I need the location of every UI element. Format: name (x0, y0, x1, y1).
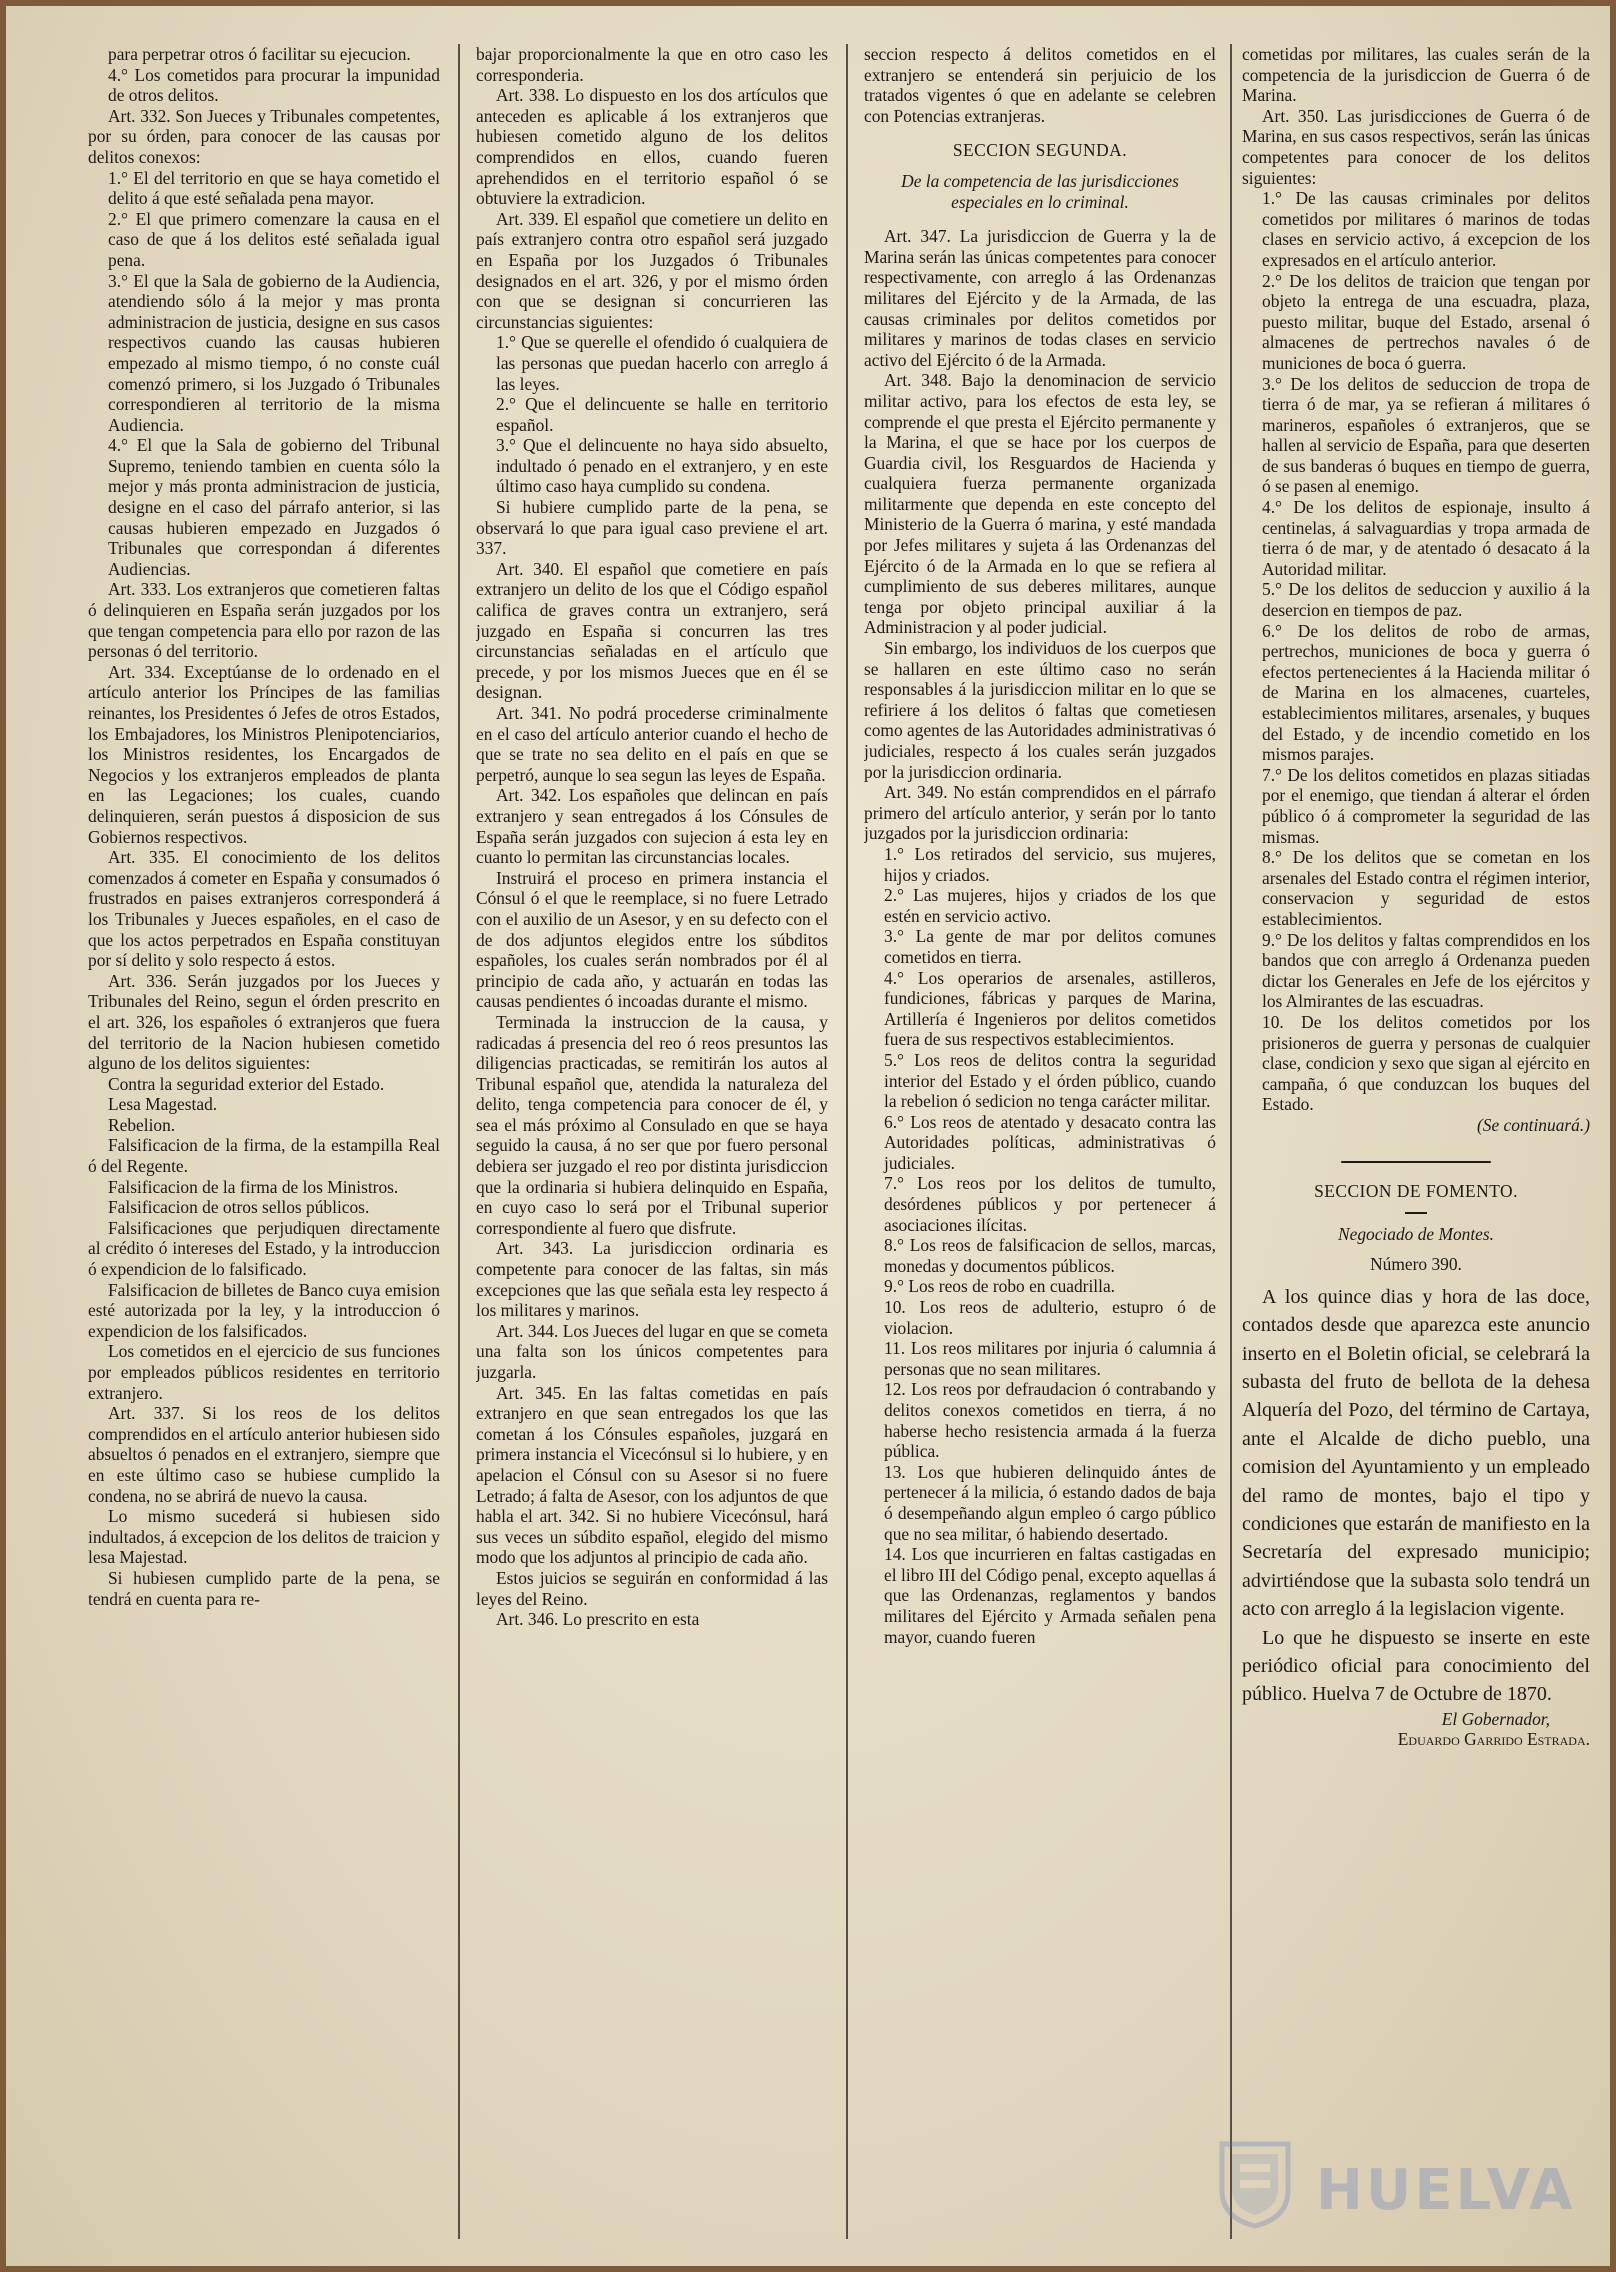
paragraph: Contra la seguridad exterior del Estado. (108, 1073, 385, 1094)
paragraph: 13. Los que hubieren delinquido ántes de pertenecer á la milicia, ó estando dados de baja ó desempeñando algun empleo ó cargo público que no sea militar, ó habiendo desertado. (884, 1461, 1216, 1544)
paragraph: 2.° Las mujeres, hijos y criados de los que estén en servicio activo. (884, 885, 1216, 926)
paragraph: Falsificacion de billetes de Banco cuya emision esté autorizada por la ley, y la introduccion ó expendicion de los falsificados. (88, 1279, 440, 1341)
paragraph: Art. 340. El español que cometiere en país extranjero un delito de los que el Código español califica de graves contra un extranjero, será juzgado en España si concurren las tres circunstancias señaladas en el artículo que precede, y por los mismos Jueces que en él se designan. (476, 558, 828, 703)
paragraph: Art. 346. Lo prescrito en esta (496, 1609, 700, 1630)
paragraph: Art. 350. Las jurisdicciones de Guerra ó de Marina, en sus casos respectivos, serán las únicas competentes para conocer de los delitos siguientes: (1242, 105, 1590, 188)
watermark-label: HUELVA (1316, 2158, 1576, 2223)
paragraph: 3.° La gente de mar por delitos comunes cometidos en tierra. (884, 926, 1216, 967)
paragraph: 1.° El del territorio en que se haya cometido el delito á que esté señalada pena mayor. (108, 167, 440, 209)
paragraph: Falsificacion de la firma de los Ministros. (108, 1176, 399, 1197)
paragraph: Falsificacion de la firma, de la estampilla Real ó del Regente. (88, 1135, 440, 1177)
paragraph: Art. 343. La jurisdiccion ordinaria es competente para conocer de las faltas, sin más excepciones que las que señala esta ley respecto á los militares y marinos. (476, 1238, 828, 1321)
paragraph: 2.° El que primero comenzare la causa en el caso de que á los delitos esté señalada igual pena. (108, 208, 440, 270)
column-divider (846, 44, 848, 2239)
paragraph: Art. 338. Lo dispuesto en los dos artículos que anteceden es aplicable á los extranjeros que hubiesen cometido alguno de los delitos comprendidos en ellos, cuando fueren aprehendidos en el territorio español ó se obtuviere la extradicion. (476, 85, 828, 209)
paragraph: Si hubiesen cumplido parte de la pena, se tendrá en cuenta para re- (88, 1567, 440, 1609)
paragraph: Art. 347. La jurisdiccion de Guerra y la de Marina serán las únicas competentes para conocer respectivamente, con arreglo á las Ordenanzas militares del Ejército y de la Armada, de las causas criminales por delitos cometidos por militares y marinos de todas clases en servicio activo del Ejército ó de la Armada. (864, 226, 1216, 370)
paragraph: 1.° Los retirados del servicio, sus mujeres, hijos y criados. (884, 843, 1216, 885)
paragraph: 4.° Los cometidos para procurar la impunidad de otros delitos. (108, 64, 440, 106)
paragraph: Art. 348. Bajo la denominacion de servicio militar activo, para los efectos de esta ley, se comprende el que presta el Ejército permanente y la Marina, el que se hace por los cuerpos de Guardia civil, los Resguardos de Hacienda y cualquiera fuerza permanente organizada militarmente que dependa en este concepto del Ministerio de la Guerra ó marina, y esté mandada por Jefes militares y sujeta á las Ordenanzas del Ejército ó de la Armada en lo que se refiera al cumplimiento de sus deberes militares, aunque tenga por objeto principal auxiliar á la Administracion y al poder judicial. (864, 370, 1216, 638)
paragraph: 9.° Los reos de robo en cuadrilla. (884, 1276, 1116, 1297)
paragraph: 2.° De los delitos de traicion que tengan por objeto la entrega de una escuadra, plaza, puesto militar, buque del Estado, arsenal ó almacenes de pertrechos navales ó de municiones de boca ó guerra. (1262, 270, 1590, 373)
paragraph: Art. 332. Son Jueces y Tribunales competentes, por su órden, para conocer de las causas por delitos conexos: (88, 105, 440, 167)
paragraph: Art. 335. El conocimiento de los delitos comenzados á cometer en España y consumados ó frustrados en paises extranjeros corresponderá á los Tribunales y Jueces españoles, en el caso de que los actos perpetrados en España constituyan por sí delito y solo respecto á estos. (88, 847, 440, 971)
paragraph: 7.° De los delitos cometidos en plazas sitiadas por el enemigo, que tiendan á alterar el órden público ó á comprometer la seguridad de las mismas. (1262, 764, 1590, 847)
coat-of-arms-icon (1216, 2138, 1294, 2230)
library-watermark (1212, 2134, 1612, 2244)
newspaper-page (6, 6, 1610, 2266)
paragraph: Art. 337. Si los reos de los delitos comprendidos en el artículo anterior hubiesen sido absueltos ó penados en el extranjero, siempre que en este último caso se hubiese cumplido la condena, no se abrirá de nuevo la causa. (88, 1403, 440, 1506)
paragraph: Lesa Magestad. (108, 1094, 218, 1115)
paragraph: 3.° Que el delincuente no haya sido absuelto, indultado ó penado en el extranjero, y en este último caso haya cumplido su condena. (496, 435, 828, 497)
notice-paragraph: Lo que he dispuesto se inserte en este periódico oficial para conocimiento del público. Huelva 7 de Octubre de 1870. (1242, 1626, 1590, 1706)
paragraph: Art. 345. En las faltas cometidas en país extranjero en que sean entregados los que las cometan á los Cónsules españoles, juzgará en primera instancia el Vicecónsul si lo hubiere, y en apelacion el Cónsul con su Asesor si no fuere Letrado; á falta de Asesor, con los adjuntos de que habla el art. 342. Si no hubiere Vicecónsul, hará sus veces un súbdito español, elegido del mismo modo que los adjuntos al principio de cada año. (476, 1382, 828, 1568)
paragraph: seccion respecto á delitos cometidos en el extranjero se entenderá sin perjuicio de los tratados vigentes ó que en adelante se celebren con Potencias extranjeras. (864, 44, 1216, 126)
short-rule (1405, 1212, 1427, 1214)
paragraph: 6.° De los delitos de robo de armas, pertrechos, municiones de boca y guerra ó efectos pertenecientes á la Hacienda militar ó de Marina en los almacenes, cuarteles, establecimientos militares, arsenales, y buques del Estado, y de incendio cometido en los mismos parajes. (1262, 620, 1590, 765)
paragraph: Instruirá el proceso en primera instancia el Cónsul ó el que le reemplace, si no fuere Letrado con el auxilio de un Asesor, y en su defecto con el de dos adjuntos elegidos entre los súbditos españoles, los cuales serán nombrados por él al principio de cada año, y actuarán en todas las causas pendientes ó incoadas durante el mismo. (476, 867, 828, 1012)
paragraph: Estos juicios se seguirán en conformidad á las leyes del Reino. (476, 1567, 828, 1609)
paragraph: 5.° Los reos de delitos contra la seguridad interior del Estado y el órden público, cuando la rebelion ó sedicion no tenga carácter militar. (884, 1049, 1216, 1112)
paragraph: 1.° De las causas criminales por delitos cometidos por militares ó marinos de todas clases en servicio activo, á excepcion de los expresados en el artículo anterior. (1262, 188, 1590, 270)
column-4 (1242, 44, 1590, 2239)
paragraph: bajar proporcionalmente la que en otro caso les corresponderia. (476, 44, 828, 85)
paragraph: 7.° Los reos por los delitos de tumulto, desórdenes públicos y por pertenecer á asociaciones ilícitas. (884, 1173, 1216, 1235)
column-divider (1230, 44, 1232, 2239)
paragraph: 3.° El que la Sala de gobierno de la Audiencia, atendiendo sólo á la mejor y mas pronta administracion de justicia, designe en sus casos respectivos cuando las causas hubieren empezado al mismo tiempo, ó no conste cuál comenzó primero, si los Juzgado ó Tribunales correspondieren al territorio de la misma Audiencia. (108, 270, 440, 435)
paragraph: Art. 342. Los españoles que delincan en país extranjero y sean entregados á los Cónsules de España serán juzgados con sujecion á esta ley en cuanto lo permitan las circunstancias locales. (476, 785, 828, 868)
section-title: SECCION SEGUNDA. (952, 140, 1128, 161)
notice-paragraph: A los quince dias y hora de las doce, contados desde que aparezca este anuncio inserto en el Boletin oficial, se celebrará la subasta del fruto de bellota de la dehesa Alquería del Pozo, del término de Cartaya, ante el Alcalde de dicho pueblo, una comision del Ayuntamiento y un empleado del ramo de montes, bajo el tipo y condiciones que estarán de manifiesto en la Secretaría del expresado municipio; advirtiéndose que la subasta solo tendrá un acto con arreglo á la legislacion vigente. (1242, 1285, 1590, 1621)
paragraph: Si hubiere cumplido parte de la pena, se observará lo que para igual caso previene el art. 337. (476, 497, 828, 559)
subsection-title: Negociado de Montes. (1338, 1223, 1494, 1244)
paragraph: Art. 336. Serán juzgados por los Jueces y Tribunales del Reino, segun el órden prescrito en el art. 326, los españoles ó extranjeros que fuera del territorio de la Nacion hubiesen cometido alguno de los delitos siguientes: (88, 970, 440, 1074)
paragraph: 10. Los reos de adulterio, estupro ó de violacion. (884, 1297, 1216, 1338)
paragraph: Lo mismo sucederá si hubiesen sido indultados, á excepcion de los delitos de traicion y lesa Majestad. (88, 1506, 440, 1568)
paragraph: Falsificaciones que perjudiquen directamente al crédito ó intereses del Estado, y la introduccion ó expendicion de lo falsificado. (88, 1217, 440, 1280)
paragraph: cometidas por militares, las cuales serán de la competencia de la jurisdiccion de Guerra ó de Marina. (1242, 44, 1590, 106)
paragraph: 10. De los delitos cometidos por los prisioneros de guerra y personas de cualquier clase, condicion y sexo que sigan al ejército en campaña, ó que conduzcan los buques del Estado. (1262, 1011, 1590, 1115)
column-3 (864, 44, 1216, 2239)
section-subtitle: De la competencia de las jurisdicciones especiales en lo criminal. (901, 170, 1179, 212)
paragraph: Rebelion. (108, 1114, 176, 1135)
column-divider (458, 44, 460, 2239)
paragraph: 4.° El que la Sala de gobierno del Tribunal Supremo, teniendo tambien en cuenta sólo la mejor y más pronta administracion de justicia, designe en el caso del párrafo anterior, si las causas hubieren empezado en Juzgados ó Tribunales que correspondan á diferentes Audiencias. (108, 435, 440, 579)
paragraph: 4.° De los delitos de espionaje, insulto á centinelas, á salvaguardias y tropa armada de tierra ó de mar, y de atentado ó desacato á la Autoridad militar. (1262, 497, 1590, 579)
paragraph: 3.° De los delitos de seduccion de tropa de tierra ó de mar, ya se refieran á militares ó marineros, españoles ó extranjeros, que se hallen al servicio de España, para que deserten de sus banderas ó buques en tiempo de guerra, ó se pasen al enemigo. (1262, 373, 1590, 497)
paragraph: Art. 333. Los extranjeros que cometieren faltas ó delinquieren en España serán juzgados por los que tengan competencia para ello por razon de las personas ó del territorio. (88, 579, 440, 662)
column-1 (88, 44, 440, 2239)
paragraph: 12. Los reos por defraudacion ó contrabando y delitos conexos cometidos en tierra, á no haberse hecho resistencia armada á la fuerza pública. (884, 1379, 1216, 1462)
continued-note: (Se continuará.) (1476, 1114, 1590, 1135)
paragraph: Sin embargo, los individuos de los cuerpos que se hallaren en este último caso no serán responsables á la jurisdiccion militar en lo que se refiriere á los delitos ó faltas que cometiesen como agentes de las Autoridades administrativas ó judiciales, respecto á los cuales serán juzgados por la jurisdiccion ordinaria. (864, 638, 1216, 782)
paragraph: 2.° Que el delincuente se halle en territorio español. (496, 394, 828, 435)
paragraph: Art. 339. El español que cometiere un delito en país extranjero contra otro español será juzgado en España por los Juzgados ó Tribunales designados en el art. 326, y por el mismo órden con que se designan si concurrieren las circunstancias siguientes: (476, 208, 828, 332)
paragraph: para perpetrar otros ó facilitar su ejecucion. (108, 44, 411, 64)
paragraph: 8.° Los reos de falsificacion de sellos, marcas, monedas y documentos públicos. (884, 1235, 1216, 1276)
paragraph: Art. 349. No están comprendidos en el párrafo primero del artículo anterior, y serán por lo tanto juzgados por la jurisdiccion ordinaria: (864, 782, 1216, 844)
paragraph: 8.° De los delitos que se cometan en los arsenales del Estado contra el régimen interior, conservacion y seguridad de estos establecimientos. (1262, 847, 1590, 929)
paragraph: 4.° Los operarios de arsenales, astilleros, fundiciones, fábricas y parques de Marina, Artillería é Ingenieros por delitos cometidos fuera de sus respectivos establecimientos. (884, 967, 1216, 1050)
paragraph: 5.° De los delitos de seduccion y auxilio á la desercion en tiempos de paz. (1262, 579, 1590, 621)
paragraph: 14. Los que incurrieren en faltas castigadas en el libro III del Código penal, excepto aquellas á que las Ordenanzas, reglamentos y bandos militares del Ejército y Armada señalen pena mayor, cuando fueren (884, 1544, 1216, 1647)
paragraph: Los cometidos en el ejercicio de sus funciones por empleados públicos residentes en territorio extranjero. (88, 1341, 440, 1403)
paragraph: Terminada la instruccion de la causa, y radicadas á presencia del reo ó reos presuntos las diligencias practicadas, se remitirán los autos al Tribunal español que, atendida la naturaleza del delito, tenga competencia para conocer de él, y sea el más próximo al Consulado en que se haya seguido la causa, á no ser que por fuero personal debiera ser juzgado el reo por distinta jurisdiccion que la ordinaria si hubiera delinquido en España, en cuyo caso lo será por el Tribunal superior correspondiente al fuero que disfrute. (476, 1011, 828, 1238)
notice-number: Número 390. (1370, 1254, 1462, 1275)
paragraph: Art. 341. No podrá procederse criminalmente en el caso del artículo anterior cuando el hecho de que se trate no sea delito en el país en que se perpetró, aunque lo sea segun las leyes de España. (476, 703, 828, 785)
column-2 (476, 44, 828, 2239)
paragraph: 6.° Los reos de atentado y desacato contra las Autoridades políticas, administrativas ó judiciales. (884, 1111, 1216, 1173)
section-divider (1341, 1161, 1491, 1163)
paragraph: 1.° Que se querelle el ofendido ó cualquiera de las personas que puedan hacerlo con arreglo á las leyes. (496, 332, 828, 394)
signature-name: Eduardo Garrido Estrada. (1397, 1729, 1590, 1750)
paragraph: Falsificacion de otros sellos públicos. (108, 1197, 370, 1218)
paragraph: Art. 344. Los Jueces del lugar en que se cometa una falta son los únicos competentes para juzgarla. (476, 1320, 828, 1382)
paragraph: 9.° De los delitos y faltas comprendidos en los bandos que con arreglo á Ordenanza pueden dictar los Generales en Jefe de los ejércitos y los Almirantes de las escuadras. (1262, 929, 1590, 1012)
paragraph: 11. Los reos militares por injuria ó calumnia á personas que no sean militares. (884, 1338, 1216, 1379)
section-title: SECCION DE FOMENTO. (1314, 1181, 1518, 1202)
paragraph: Art. 334. Exceptúanse de lo ordenado en el artículo anterior los Príncipes de las familias reinantes, los Presidentes ó Jefes de otros Estados, los Embajadores, los Ministros Plenipotenciarios, los Ministros residentes, los Encargados de Negocios y los extranjeros empleados de planta en las Legaciones; los cuales, cuando delinquieren, serán puestos á disposicion de sus Gobiernos respectivos. (88, 661, 440, 847)
signature-title: El Gobernador, (1441, 1708, 1550, 1729)
